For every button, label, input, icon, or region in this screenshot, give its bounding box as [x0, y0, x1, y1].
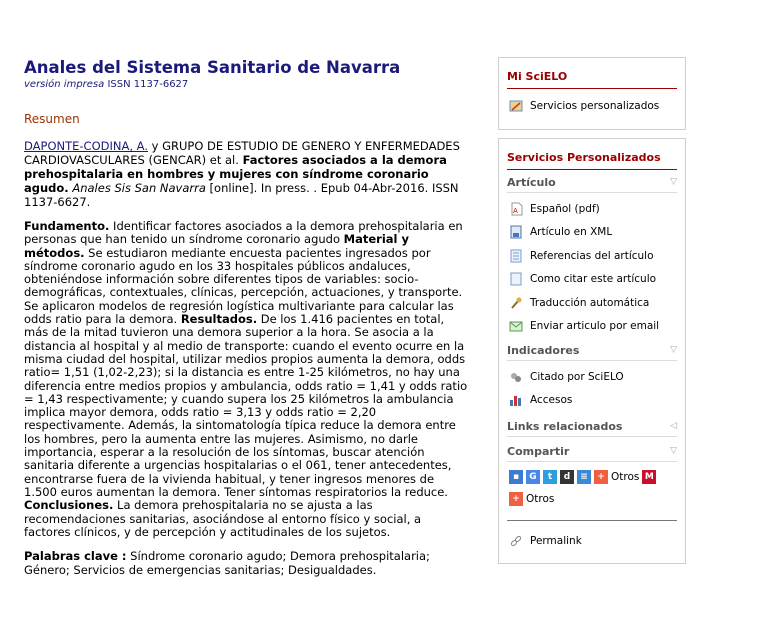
- article-title: Factores asociados a la demora prehospitalaria en hombres y mujeres con síndrome coronario agudo.: [24, 153, 447, 195]
- divider: [507, 520, 677, 521]
- abstract: [24, 220, 470, 539]
- stats-icon: [509, 393, 523, 407]
- translate-label: Traducción automática: [530, 296, 650, 309]
- articulo-section[interactable]: [507, 170, 677, 193]
- fundamento-text: Identificar factores asociados a la demora prehospitalaria en personas que han tenido un síndrome coronario agudo: [24, 219, 463, 247]
- citation: [24, 139, 470, 209]
- authors-rest: y GRUPO DE ESTUDIO DE GENERO Y ENFERMEDADES CARDIOVASCULARES (GENCAR) et al.: [24, 139, 460, 167]
- miscielo-box: [498, 57, 686, 130]
- pdf-link[interactable]: [499, 197, 685, 221]
- translate-icon: [509, 296, 523, 310]
- issn: ISSN 1137-6627: [107, 79, 189, 90]
- main-content: [24, 58, 470, 577]
- resultados-text: De los 1.416 pacientes en total, más de la mitad tuvieron una demora superior a la hora. Se asocia a la distancia al hospital y al medio de transporte: cuando el evento ocurre en la misma ciudad del hospital, utilizar medios propios aumenta la demora, odds ratio= 1,51 (1,02-2,23); si la distancia es entre 1-25 kilómetros, no hay una diferencia entre medios propios y ambulancia, odds ratio = 1,41 y odds ratio = 1,43 respectivamente; y cuando supera los 25 kilómetros la ambulancia implica mayor demora, odds ratio = 3,13 y odds ratio = 2,20 respectivamente. Además, la sintomatología típica reduce la demora entre los hombres, pero la aumenta entre las mujeres. Asimismo, no darle importancia, esperar a la resolución de los síntomas, buscar atención sanitaria diferente a urgencias hospitalarias o el 061, tener antecedentes, encontrarse fuera de la vivienda habitual, y tener ingresos menores de 1.500 euros aumentan la demora. Tener síntomas respiratorios la reduce.: [24, 312, 468, 499]
- email-label: Enviar articulo por email: [530, 320, 660, 333]
- citation-rest: [online]. In press. . Epub 04-Abr-2016. ISSN 1137-6627.: [24, 181, 459, 209]
- services-title: Servicios Personalizados: [507, 151, 677, 170]
- references-icon: [509, 249, 523, 263]
- share-row-2: [499, 492, 685, 506]
- conclusiones-text: La demora prehospitalaria no se ajusta a las recomendaciones sanitarias, asociándose al entorno físico y social, a factores clínicos, y de percepción y actitudinales de los sujetos.: [24, 498, 422, 539]
- indicadores-section[interactable]: [507, 338, 677, 361]
- pdf-icon: [509, 202, 523, 216]
- otros-link[interactable]: Otros: [611, 471, 640, 483]
- compartir-section[interactable]: [507, 439, 677, 462]
- chevron-left-icon: ◁: [670, 421, 677, 431]
- addthis-icon[interactable]: +: [594, 470, 608, 484]
- material-text: Se estudiaron mediante encuesta pacientes ingresados por síndrome coronario agudo en los 33 hospitales públicos andaluces, obteniéndose información sobre diferentes tipos de variables: socio-demográficas, contextuales, clínicas, percepción, actuaciones, y transporte. Se aplicaron modelos de regresión logística multivariante para calcular las odds ratio para la demora.: [24, 245, 463, 327]
- chevron-down-icon: ▽: [670, 177, 677, 187]
- chevron-down-icon: ▽: [670, 345, 677, 355]
- issn-line: [24, 78, 470, 91]
- accesos-link[interactable]: [499, 389, 685, 413]
- journal-abbrev: Anales Sis San Navarra: [72, 181, 206, 195]
- cite-icon: [509, 272, 523, 286]
- fundamento-label: Fundamento.: [24, 219, 110, 233]
- cited-link[interactable]: [499, 365, 685, 389]
- cited-label: Citado por SciELO: [530, 370, 624, 383]
- references-link[interactable]: [499, 244, 685, 268]
- compartir-label: Compartir: [507, 444, 570, 458]
- twitter-icon[interactable]: t: [543, 470, 557, 484]
- keywords-label: Palabras clave :: [24, 549, 127, 564]
- bookmark-icon[interactable]: ≡: [577, 470, 591, 484]
- cited-icon: [509, 370, 523, 384]
- link-icon: [509, 534, 523, 548]
- pdf-label: Español (pdf): [530, 202, 600, 215]
- services-icon: [509, 99, 523, 113]
- translate-link[interactable]: [499, 291, 685, 315]
- xml-link[interactable]: [499, 221, 685, 245]
- links-section[interactable]: [507, 414, 677, 437]
- conclusiones-label: Conclusiones.: [24, 498, 114, 513]
- articulo-label: Artículo: [507, 175, 556, 189]
- miscielo-title: Mi SciELO: [507, 70, 677, 89]
- cite-label: Como citar este artículo: [530, 273, 657, 286]
- addthis-icon[interactable]: +: [509, 492, 523, 506]
- xml-icon: [509, 225, 523, 239]
- servicios-personalizados-label: Servicios personalizados: [530, 99, 660, 112]
- share-row: [499, 470, 685, 484]
- email-icon: [509, 319, 523, 333]
- email-link[interactable]: [499, 315, 685, 339]
- digg-icon[interactable]: d: [560, 470, 574, 484]
- resumen-heading: Resumen: [24, 112, 80, 126]
- indicadores-label: Indicadores: [507, 343, 580, 357]
- chevron-down-icon: ▽: [670, 446, 677, 456]
- material-label: Material y métodos.: [24, 232, 409, 260]
- delicious-icon[interactable]: ▪: [509, 470, 523, 484]
- mendeley-icon[interactable]: M: [642, 470, 656, 484]
- permalink[interactable]: [499, 529, 685, 553]
- services-box: [498, 138, 686, 564]
- resultados-label: Resultados.: [180, 312, 258, 327]
- google-icon[interactable]: G: [526, 470, 540, 484]
- svg-text:A: A: [512, 206, 518, 215]
- keywords-text: Síndrome coronario agudo; Demora prehospitalaria; Género; Servicios de emergencias sanitarias; Desigualdades.: [24, 549, 430, 578]
- references-label: Referencias del artículo: [530, 249, 654, 262]
- keywords: [24, 549, 470, 577]
- xml-label: Artículo en XML: [530, 226, 613, 239]
- otros-link-2[interactable]: Otros: [526, 493, 555, 505]
- cite-link[interactable]: [499, 268, 685, 292]
- servicios-personalizados-link[interactable]: [499, 94, 685, 118]
- links-label: Links relacionados: [507, 419, 623, 433]
- author-link[interactable]: DAPONTE-CODINA, A.: [24, 139, 148, 153]
- version-label: versión impresa: [24, 79, 105, 90]
- journal-title[interactable]: Anales del Sistema Sanitario de Navarra: [24, 58, 401, 77]
- accesos-label: Accesos: [530, 394, 573, 407]
- permalink-label: Permalink: [530, 534, 582, 547]
